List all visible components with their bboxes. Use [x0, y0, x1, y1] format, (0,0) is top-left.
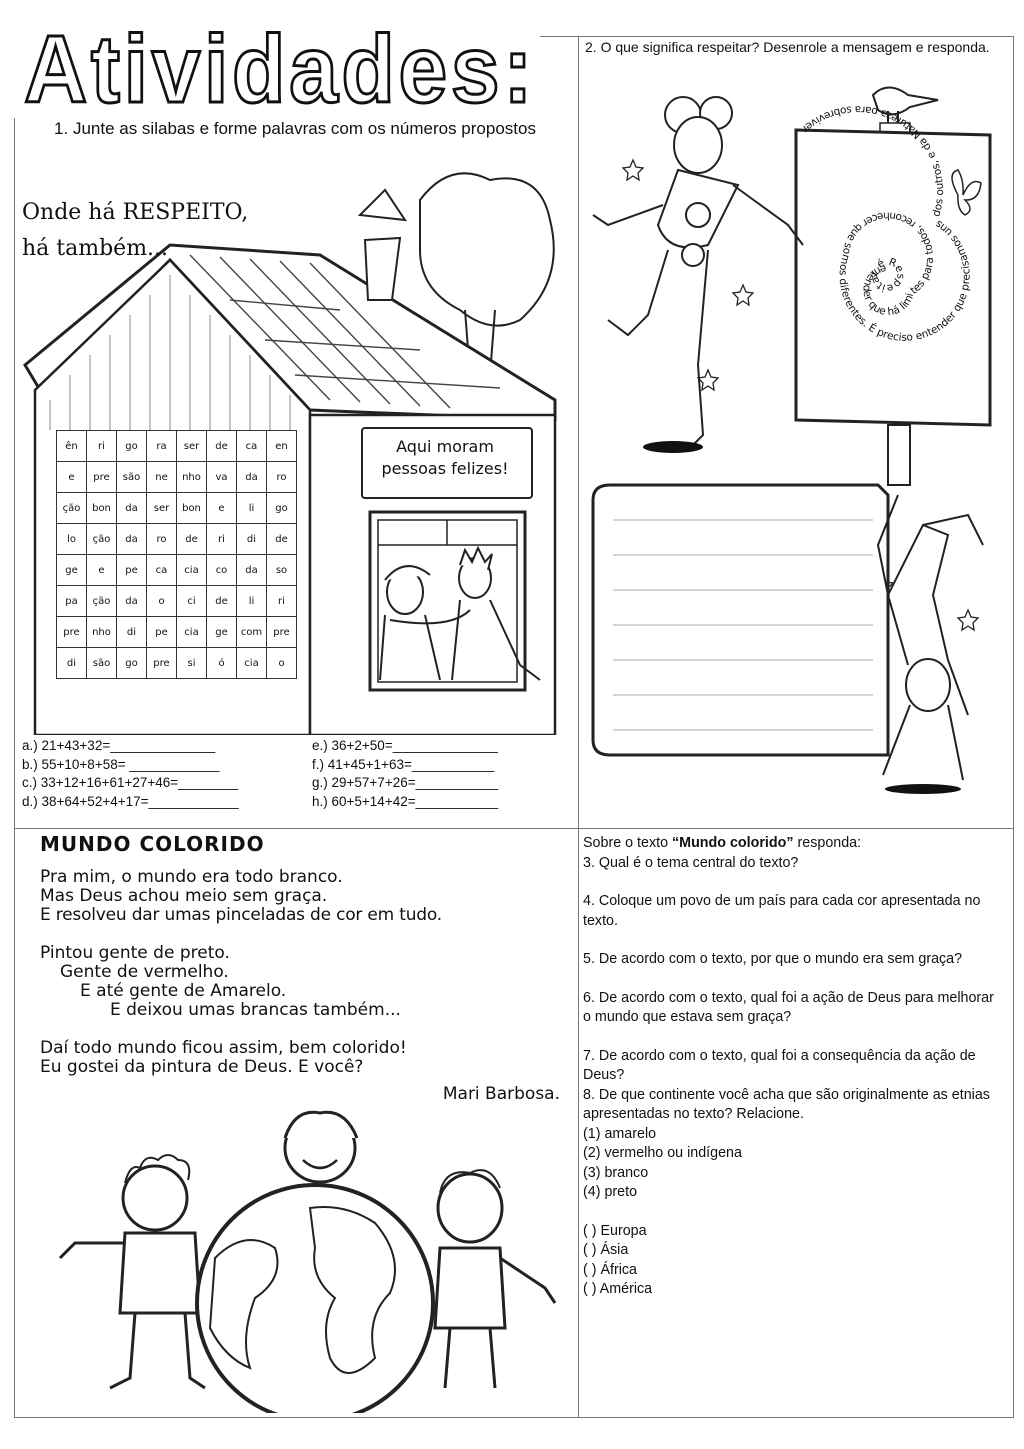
grid-cell: ri — [87, 431, 117, 462]
sums-right — [312, 737, 577, 811]
grid-cell: ge — [207, 617, 237, 648]
grid-cell: va — [207, 462, 237, 493]
grid-cell: cia — [237, 648, 267, 679]
grid-cell: ó — [207, 648, 237, 679]
grid-cell: pe — [117, 555, 147, 586]
poem-questions — [583, 834, 1003, 1300]
poem-line: Pra mim, o mundo era todo branco. — [40, 867, 343, 887]
kids-globe-illustration — [45, 1108, 565, 1413]
grid-cell: bon — [177, 493, 207, 524]
grid-cell: com — [237, 617, 267, 648]
grid-cell: cia — [177, 555, 207, 586]
sum-d: d.) 38+64+52+4+17=____________ — [22, 793, 239, 809]
grid-cell: ri — [207, 524, 237, 555]
poem-line: Eu gostei da pintura de Deus. E você? — [40, 1057, 364, 1077]
grid-row — [57, 586, 297, 617]
grid-cell: ção — [57, 493, 87, 524]
grid-cell: ge — [57, 555, 87, 586]
grid-cell: co — [207, 555, 237, 586]
sum-b: b.) 55+10+8+58= ____________ — [22, 756, 220, 772]
poem-line: E deixou umas brancas também... — [110, 1000, 401, 1020]
question-8: 8. De que continente você acha que são originalmente as etnias apresentadas no texto? Relacione. — [583, 1086, 990, 1122]
svg-text:Atividades:: Atividades: — [24, 18, 536, 118]
question-1-prompt: 1. Junte as silabas e forme palavras com os números propostos — [54, 119, 536, 138]
questions-intro: Sobre o texto “Mundo colorido” responda: — [583, 835, 862, 851]
grid-cell: pre — [87, 462, 117, 493]
grid-cell: da — [237, 555, 267, 586]
clown-illustration — [588, 75, 1008, 795]
grid-cell: da — [117, 493, 147, 524]
question-2-prompt: 2. O que significa respeitar? Desenrole a mensagem e responda. — [585, 39, 990, 55]
poem-line: E resolveu dar umas pinceladas de cor em tudo. — [40, 905, 442, 925]
grid-cell: pre — [57, 617, 87, 648]
grid-cell: di — [237, 524, 267, 555]
grid-cell: li — [237, 493, 267, 524]
sum-h: h.) 60+5+14+42=___________ — [312, 793, 499, 809]
grid-cell: go — [117, 648, 147, 679]
sums-left — [22, 737, 312, 811]
poem-line: Mas Deus achou meio sem graça. — [40, 886, 328, 906]
sum-g: g.) 29+57+7+26=___________ — [312, 775, 499, 790]
sum-a: a.) 21+43+32=______________ — [22, 738, 216, 753]
grid-cell: ri — [267, 586, 297, 617]
grid-cell: de — [267, 524, 297, 555]
option-item: (1) amarelo — [583, 1125, 657, 1142]
grid-cell: e — [207, 493, 237, 524]
poem-author: Mari Barbosa. — [442, 1084, 560, 1104]
grid-cell: go — [117, 431, 147, 462]
grid-cell: so — [267, 555, 297, 586]
frame-right — [1013, 36, 1014, 1418]
grid-cell: ci — [177, 586, 207, 617]
grid-cell: ca — [147, 555, 177, 586]
question-4: 4. Coloque um povo de um país para cada cor apresentada no texto. — [583, 893, 981, 929]
question-7: 7. De acordo com o texto, qual foi a consequência da ação de Deus? — [583, 1047, 976, 1083]
page-title — [20, 18, 540, 118]
grid-cell: ro — [147, 524, 177, 555]
grid-cell: ser — [177, 431, 207, 462]
sum-c: c.) 33+12+16+61+27+46=________ — [22, 775, 239, 790]
house-sign-text: Aqui moram pessoas felizes! — [381, 437, 509, 478]
poem — [40, 832, 580, 1104]
grid-cell: ro — [267, 462, 297, 493]
grid-cell: pa — [57, 586, 87, 617]
frame-left — [14, 118, 15, 1418]
grid-cell: e — [87, 555, 117, 586]
question-3: 3. Qual é o tema central do texto? — [583, 854, 799, 871]
continent-item[interactable]: ( ) América — [583, 1281, 653, 1297]
spiral-message: Respeitar é entender que há limites para todos, reconhecer que somos diferentes. É preciso entender que precisamos uns dos outros, e da Natureza para sobreviver — [799, 103, 973, 344]
question-5: 5. De acordo com o texto, por que o mundo era sem graça? — [583, 951, 963, 967]
kids-globe-drawing — [45, 1108, 565, 1413]
option-item: (4) preto — [583, 1184, 638, 1200]
grid-cell: nho — [87, 617, 117, 648]
grid-cell: ra — [147, 431, 177, 462]
grid-cell: da — [237, 462, 267, 493]
grid-cell: de — [207, 431, 237, 462]
grid-cell: bon — [87, 493, 117, 524]
continent-item[interactable]: ( ) Ásia — [583, 1242, 629, 1258]
frame-bottom — [14, 1417, 1014, 1418]
grid-row — [57, 524, 297, 555]
grid-cell: o — [147, 586, 177, 617]
grid-cell: ção — [87, 524, 117, 555]
grid-cell: são — [117, 462, 147, 493]
grid-row — [57, 493, 297, 524]
grid-cell: ser — [147, 493, 177, 524]
poem-line: Pintou gente de preto. — [40, 943, 230, 963]
grid-row — [57, 431, 297, 462]
grid-cell: são — [87, 648, 117, 679]
grid-cell: o — [267, 648, 297, 679]
question-6: 6. De acordo com o texto, qual foi a ação de Deus para melhorar o mundo que estava sem graça? — [583, 989, 994, 1025]
sum-e: e.) 36+2+50=______________ — [312, 738, 498, 753]
continent-item[interactable]: ( ) Europa — [583, 1222, 647, 1239]
option-item: (3) branco — [583, 1164, 649, 1181]
poem-title: MUNDO COLORIDO — [40, 832, 265, 856]
grid-cell: de — [207, 586, 237, 617]
grid-cell: nho — [177, 462, 207, 493]
grid-cell: da — [117, 524, 147, 555]
frame-middle-v — [578, 36, 579, 1418]
frame-middle-h — [14, 828, 1014, 829]
respect-banner: Onde há RESPEITO, há também... — [22, 200, 249, 261]
grid-cell: lo — [57, 524, 87, 555]
grid-cell: ne — [147, 462, 177, 493]
grid-cell: ca — [237, 431, 267, 462]
grid-cell: di — [57, 648, 87, 679]
grid-cell: da — [117, 586, 147, 617]
poem-line: Gente de vermelho. — [60, 962, 229, 982]
clown-drawing — [588, 75, 1008, 795]
grid-cell: e — [57, 462, 87, 493]
grid-row — [57, 555, 297, 586]
frame-top — [540, 36, 1014, 37]
grid-cell: si — [177, 648, 207, 679]
grid-cell: di — [117, 617, 147, 648]
sum-f: f.) 41+45+1+63=___________ — [312, 756, 495, 772]
option-item: (2) vermelho ou indígena — [583, 1145, 742, 1161]
grid-cell: cia — [177, 617, 207, 648]
grid-cell: pre — [267, 617, 297, 648]
continent-item[interactable]: ( ) África — [583, 1261, 638, 1278]
grid-row — [57, 462, 297, 493]
grid-cell: de — [177, 524, 207, 555]
syllable-grid — [56, 430, 297, 679]
grid-cell: en — [267, 431, 297, 462]
grid-cell: ção — [87, 586, 117, 617]
grid-cell: li — [237, 586, 267, 617]
grid-row — [57, 648, 297, 679]
grid-cell: pe — [147, 617, 177, 648]
poem-line: Daí todo mundo ficou assim, bem colorido! — [40, 1038, 407, 1058]
poem-line: E até gente de Amarelo. — [80, 981, 287, 1001]
grid-cell: go — [267, 493, 297, 524]
grid-row — [57, 617, 297, 648]
grid-cell: pre — [147, 648, 177, 679]
grid-cell: ên — [57, 431, 87, 462]
